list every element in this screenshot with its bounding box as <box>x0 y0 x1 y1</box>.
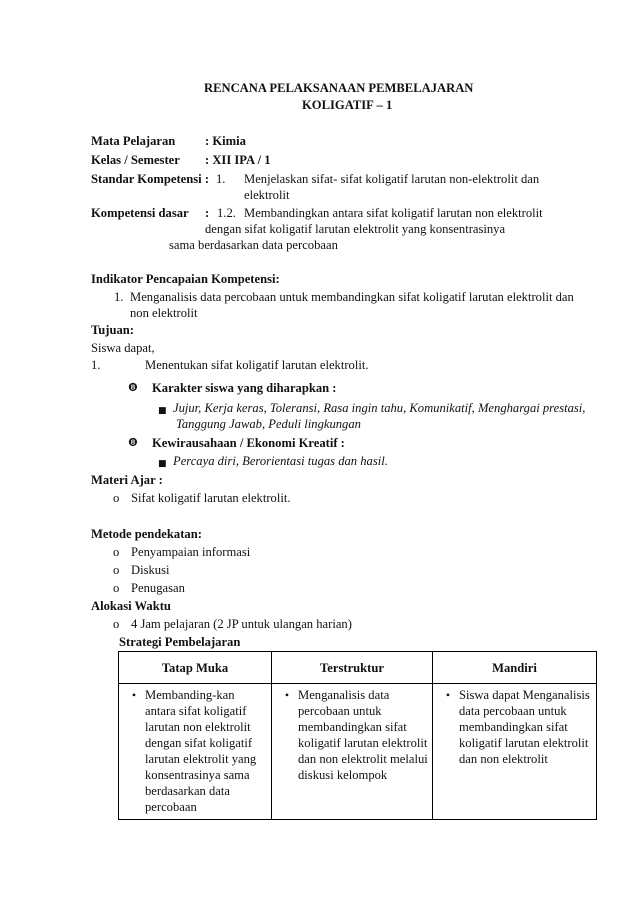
mata-pelajaran-value: : Kimia <box>205 134 246 148</box>
column-header-tatap-muka: Tatap Muka <box>119 652 272 684</box>
strategi-table <box>118 651 597 820</box>
table-cell-tatap-muka <box>119 684 272 820</box>
table-cell-terstruktur <box>272 684 433 820</box>
metode-bullet-icon: o <box>113 545 120 559</box>
bullet-icon: • <box>284 688 290 702</box>
tujuan-intro: Siswa dapat, <box>91 341 155 355</box>
materi-bullet-icon: o <box>113 491 120 505</box>
column-header-mandiri: Mandiri <box>433 652 597 684</box>
tujuan-number: 1. <box>91 358 101 372</box>
document-subtitle: KOLIGATIF – 1 <box>302 98 393 112</box>
standar-kompetensi-number: 1. <box>216 172 226 186</box>
kompetensi-dasar-text-cont: dengan sifat koligatif larutan elektrolit yang konsentrasinya <box>205 222 506 236</box>
kelas-semester-value: : XII IPA / 1 <box>205 153 271 167</box>
metode-heading: Metode pendekatan: <box>91 527 202 541</box>
kompetensi-dasar-colon: : <box>205 206 210 220</box>
karakter-marker-icon: ❽ <box>128 381 138 394</box>
alokasi-bullet-icon: o <box>113 617 120 631</box>
standar-kompetensi-text-cont: elektrolit <box>244 188 290 202</box>
kompetensi-dasar-label: Kompetensi dasar <box>91 206 189 220</box>
indikator-heading: Indikator Pencapaian Kompetensi: <box>91 272 280 286</box>
alokasi-item: 4 Jam pelajaran (2 JP untuk ulangan harian) <box>131 617 352 631</box>
standar-kompetensi-text: Menjelaskan sifat- sifat koligatif larutan non-elektrolit dan <box>244 172 540 186</box>
strategi-heading: Strategi Pembelajaran <box>119 635 241 649</box>
materi-item: Sifat koligatif larutan elektrolit. <box>131 491 291 505</box>
kompetensi-dasar-number: 1.2. <box>217 206 236 220</box>
materi-heading: Materi Ajar : <box>91 473 163 487</box>
document-title: RENCANA PELAKSANAAN PEMBELAJARAN <box>204 81 474 95</box>
table-cell-mandiri <box>433 684 597 820</box>
karakter-values-cont: Tanggung Jawab, Peduli lingkungan <box>176 417 361 431</box>
metode-item: Penyampaian informasi <box>131 545 251 559</box>
column-header-terstruktur: Terstruktur <box>272 652 433 684</box>
cell-text: Menganalisis data percobaan untuk membandingkan sifat koligatif larutan elektrolit dan non elektrolit melalui diskusi kelompok <box>298 688 428 782</box>
kompetensi-dasar-text-end: sama berdasarkan data percobaan <box>169 238 338 252</box>
indikator-number: 1. <box>114 290 124 304</box>
karakter-values: Jujur, Kerja keras, Toleransi, Rasa ingin tahu, Komunikatif, Menghargai prestasi, <box>173 401 586 415</box>
metode-bullet-icon: o <box>113 563 120 577</box>
kewirausahaan-heading: Kewirausahaan / Ekonomi Kreatif : <box>152 436 345 450</box>
mata-pelajaran-label: Mata Pelajaran <box>91 134 176 148</box>
metode-bullet-icon: o <box>113 581 120 595</box>
kewirausahaan-marker-icon: ❽ <box>128 436 138 449</box>
alokasi-heading: Alokasi Waktu <box>91 599 171 613</box>
bullet-icon: • <box>445 688 451 702</box>
metode-item: Penugasan <box>131 581 185 595</box>
indikator-text-cont: non elektrolit <box>130 306 198 320</box>
bullet-icon: • <box>131 688 137 702</box>
kompetensi-dasar-text: Membandingkan antara sifat koligatif larutan non elektrolit <box>244 206 543 220</box>
table-header-row <box>119 652 597 684</box>
karakter-heading: Karakter siswa yang diharapkan : <box>152 381 337 395</box>
tujuan-text: Menentukan sifat koligatif larutan elektrolit. <box>145 358 369 372</box>
table-row <box>119 684 597 820</box>
kewirausahaan-bullet-icon: ■ <box>158 459 167 469</box>
metode-item: Diskusi <box>131 563 170 577</box>
standar-kompetensi-label: Standar Kompetensi : <box>91 172 210 186</box>
tujuan-heading: Tujuan: <box>91 323 134 337</box>
karakter-bullet-icon: ■ <box>158 406 167 416</box>
cell-text: Siswa dapat Menganalisis data percobaan untuk membandingkan sifat koligatif larutan elektrolit dan non elektrolit <box>459 688 590 766</box>
cell-text: Membanding-kan antara sifat koligatif larutan non elektrolit dengan sifat koligatif larutan elektrolit yang konsentrasinya sama berdasarkan data percobaan <box>145 688 257 814</box>
kewirausahaan-values: Percaya diri, Berorientasi tugas dan hasil. <box>173 454 388 468</box>
indikator-text: Menganalisis data percobaan untuk membandingkan sifat koligatif larutan elektrolit dan <box>130 290 574 304</box>
kelas-semester-label: Kelas / Semester <box>91 153 180 167</box>
